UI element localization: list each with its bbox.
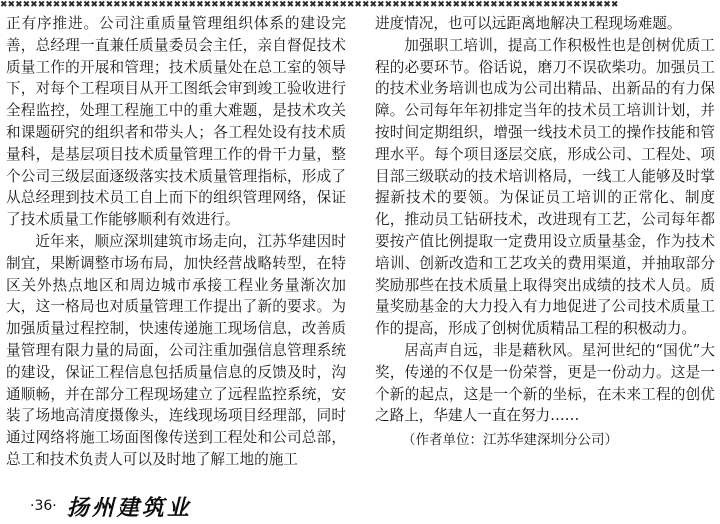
paragraph-quality-organization: 正有序推进。公司注重质量管理组织体系的建设完善，总经理一直兼任质量委员会主任，亲自督促技术质量工作的开展和管理；技术质量处在总工室的领导下，对每个工程项目从开工图纸会审到竣工验收进行全程监控，处理工程施工中的重大难题，是技术攻关和课题研究的组织者和带头人；各工程处设有技术质量科，是基层项目技术质量管理工作的骨干力量，整个公司三级层面逐级落实技术质量管理指标，形成了从总经理到技术员工自上而下的组织管理网络，保证了技术质量工作能够顺利有效进行。	[6, 15, 346, 229]
magazine-title: 扬州建筑业	[66, 494, 192, 521]
paragraph-information-management: 近年来，顺应深圳建筑市场走向，江苏华建因时制宜，果断调整市场布局，加快经营战略转型，在特区关外热点地区和周边城市承接工程业务量渐次加大，这一格局也对质量管理工作提出了新的要求。为加强质量过程控制，快速传递施工现场信息，改善质量管理有限力量的局面，公司注重加强信息管理系统的建设，保证工程信息包括质量信息的反馈及时，沟通顺畅，并在部分工程现场建立了远程监控系统，安装了场地高清度摄像头，连线现场项目经理部，同时通过网络将施工场面图像传送到工程处和公司总部，总工和技术负责人可以及时地了解工地的施工	[6, 232, 346, 468]
page-number: ·36·	[30, 498, 57, 514]
author-affiliation: （作者单位：江苏华建深圳分公司）	[402, 432, 618, 449]
right-column	[375, 13, 715, 451]
paragraph-conclusion: 居高声自远，非是藉秋风。星河世纪的“国优”大奖，传递的不仅是一份荣誉，更是一份动力。这是一个新的起点，这是一个新的坐标，在未来工程的创优之路上，华建人一直在努力……	[375, 341, 715, 425]
page-footer	[30, 492, 192, 520]
decorative-border: ✖✖✖✖✖✖✖✖✖✖✖✖✖✖✖✖✖✖✖✖✖✖✖✖✖✖✖✖✖✖✖✖✖✖✖✖✖✖✖✖✖✖✖✖✖✖✖✖✖✖✖✖✖✖✖✖✖✖✖✖✖✖✖✖✖✖✖✖✖✖✖✖✖✖✖✖✖✖✖✖✖✖	[0, 0, 619, 10]
paragraph-staff-training: 加强职工培训，提高工作积极性也是创树优质工程的必要环节。俗话说，磨刀不误砍柴功。加强员工的技术业务培训也成为公司出精品、出新品的有力保障。公司每年年初排定当年的技术员工培训计划，并按时间定期组织，增强一线技术员工的操作技能和管理水平。每个项目逐层交底，形成公司、工程处、项目部三级联动的技术培训格局，一线工人能够及时掌握新技术的要领。为保证员工培训的正常化、制度化，推动员工钻研技术，改进现有工艺，公司每年都要按产值比例提取一定费用设立质量基金，作为技术培训、创新改造和工艺攻关的费用渠道，并抽取部分奖励那些在技术质量上取得突出成绩的技术人员。质量奖励基金的大力投入有力地促进了公司技术质量工作的提高，形成了创树优质精品工程的积极动力。	[375, 36, 715, 338]
paragraph-progress-continuation: 进度情况，也可以远距离地解决工程现场难题。	[375, 15, 682, 32]
left-column	[6, 13, 346, 471]
